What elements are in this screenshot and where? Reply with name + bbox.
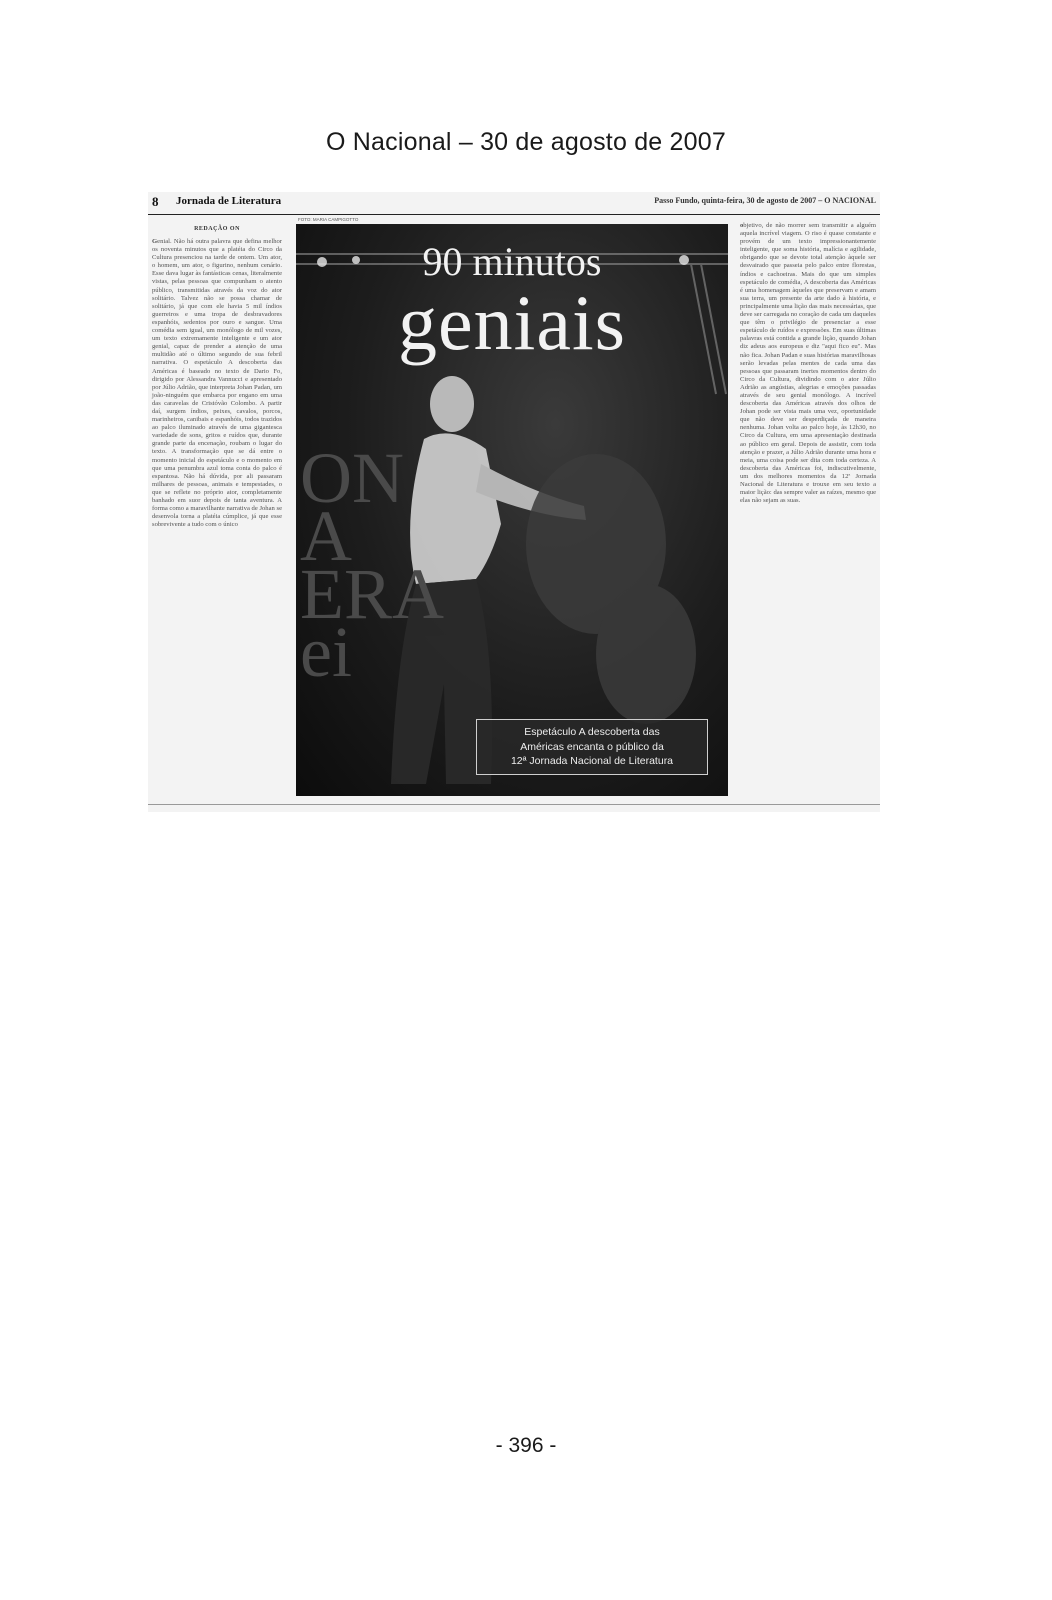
- newspaper-dateline: Passo Fundo, quinta-feira, 30 de agosto de 2007 – O NACIONAL: [654, 196, 876, 205]
- headline-large: geniais: [398, 279, 626, 366]
- article-byline: REDAÇÃO ON: [194, 226, 240, 232]
- newspaper-section: Jornada de Literatura: [176, 195, 282, 207]
- caption-line-1: Espetáculo A descoberta das: [524, 726, 660, 738]
- background-puppet: [526, 454, 696, 724]
- photo-caption: [476, 719, 708, 775]
- article-left-column: [148, 222, 286, 812]
- headline-small: 90 minutos: [422, 239, 602, 284]
- newspaper-header: [148, 192, 880, 215]
- article-right-column: [736, 222, 880, 812]
- banner-letters: ON A ERA ei: [300, 438, 444, 692]
- newspaper-page-number: 8: [152, 194, 159, 209]
- article-photo: [296, 224, 728, 796]
- newspaper-clipping: [148, 192, 880, 812]
- article-right-text: objetivo, de não morrer sem transmitir a alguém aquela incrível viagem. O riso é quase constante e provém de um texto impressionantemente inteligente, que soma história, malícia e agilidade, obrigando que se devote total atenção àquele ser desvairado que passeia pelo palco entre florestas, índios e cachoeiras. Mais do que um simples espetáculo de comédia, A descoberta das Américas é uma homenagem àqueles que preservam e amam sua terra, um presente da arte dado à história, e principalmente uma lição das mais necessárias, que deve ser carregada no coração de cada um daqueles que têm o privilégio de presenciar a esse espetáculo de ruídos e expressões. Em suas últimas palavras está contida a grande lição, quando Johan diz adeus aos europeus e diz "aqui fico eu". Mas não fica. Johan Padan e suas histórias maravilhosas serão levadas pelas mentes de cada uma das pessoas que passaram inertes momentos dentro do Circo da Cultura, dividindo com o ator Júlio Adrião as angústias, alegrias e emoções passadas através de seu genial monólogo. A incrível descoberta das Américas através dos olhos de Johan pode ser vista mais uma vez, oportunidade que não deve ser desperdiçada de maneira nenhuma. Johan volta ao palco hoje, às 12h30, no Circo da Cultura, em uma apresentação destinada ao público em geral. Depois de assistir, com toda atenção e prazer, a Júlio Adrião durante uma hora e meia, uma coisa pode ser dita com toda certeza. A descoberta das Américas foi, indiscutivelmente, um dos melhores momentos da 12ª Jornada Nacional de Literatura e trouxe em seu texto a maior lição: das sempre valer as raízes, mesmo que elas não sejam as suas.: [740, 222, 876, 505]
- page-title: O Nacional – 30 de agosto de 2007: [326, 128, 726, 156]
- clipping-bottom-rule: [148, 804, 880, 805]
- photo-credit: FOTO: MARIA CAMPIGOTTO: [298, 217, 359, 222]
- caption-line-3: 12ª Jornada Nacional de Literatura: [510, 755, 674, 767]
- caption-line-2: Américas encanta o público da: [520, 740, 664, 753]
- article-left-text: Genial. Não há outra palavra que defina melhor os noventa minutos que a platéia do Circo da Cultura presenciou na tarde de ontem. Um ator, o homem, um ator, o figurino, nenhum cenário. Esse dava lugar às fantásticas cenas, literalmente vistas, pelas pessoas que compunham o atento público, transmitidas através da voz do ator solitário. Talvez não se possa chamar de solitário, já que com ele havia 5 mil índios guerreiros e uma tropa de desbravadores espanhóis, sedentos por ouro e sangue. Uma comédia sem igual, um monólogo de mil vozes, um texto extremamente inteligente e um ator genial, capaz de prender a atenção de uma multidão até o último segundo de sua febril narrativa. O espetáculo A descoberta das Américas é baseado no texto de Dario Fo, dirigido por Alessandra Vannucci e apresentado por Júlio Adrião, que interpreta Johan Padan, um joão-ninguém que embarca por engano em uma das caravelas de Cristóvão Colombo. A partir daí, surgem índios, peixes, cavalos, porcos, marinheiros, canibais e espanhóis, todos trazidos ao palco iluminado através de uma gigantesca variedade de sons, gritos e ruídos que, durante grande parte da encenação, roubam o lugar do texto. A transformação que se dá entre o momento inicial do espetáculo e o momento em que uma penumbra azul toma conta do palco é espantosa. Não há dúvida, por ali passaram milhares de pessoas, animais e tempestades, o que se reflete no próprio ator, completamente banhado em suor depois de tanta aventura. A forma como a maravilhante narrativa de Johan se desenvola torna a platéia cúmplice, já que esse sobrevivente a tudo com o único: [152, 238, 282, 529]
- page-number: - 396 -: [495, 1434, 557, 1457]
